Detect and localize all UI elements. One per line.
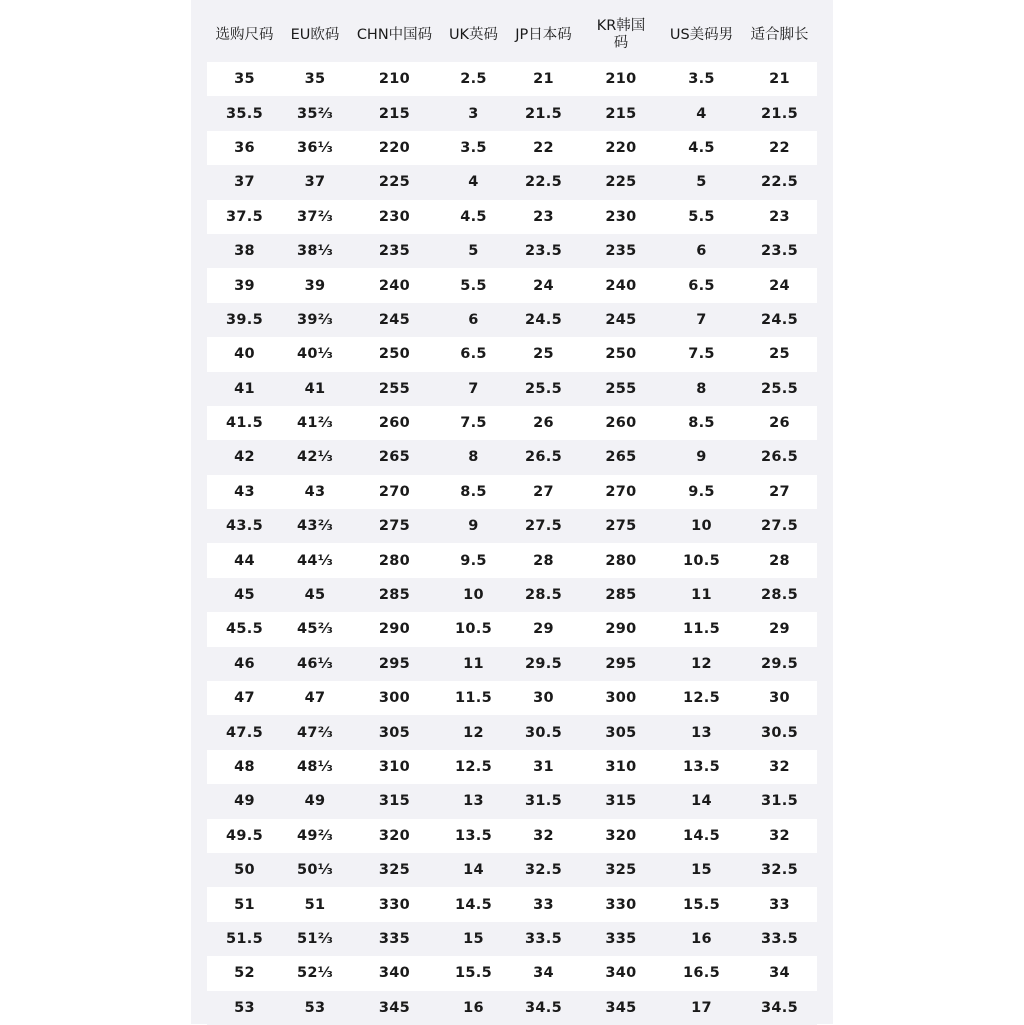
cell-eu-size: 46⅓ bbox=[296, 655, 334, 672]
cell-eu-size: 41 bbox=[304, 380, 326, 397]
cell-uk-size: 6 bbox=[468, 311, 479, 328]
table-row bbox=[207, 647, 817, 681]
cell-us-men-size: 9 bbox=[696, 449, 707, 466]
cell-uk-size: 8 bbox=[468, 449, 479, 466]
cell-eu-size: 39 bbox=[304, 277, 326, 294]
cell-selected-size: 48 bbox=[234, 759, 255, 775]
cell-us-men-size: 12.5 bbox=[683, 690, 720, 707]
cell-jp-size: 23.5 bbox=[525, 243, 562, 260]
cell-kr-size: 310 bbox=[605, 759, 637, 775]
cell-kr-size: 215 bbox=[605, 105, 637, 122]
cell-jp-size: 24 bbox=[533, 277, 554, 294]
cell-selected-size: 46 bbox=[234, 655, 255, 672]
cell-eu-size: 43 bbox=[304, 483, 326, 500]
table-row bbox=[207, 165, 817, 199]
table-row bbox=[207, 303, 817, 337]
cell-foot-length: 28 bbox=[769, 552, 790, 569]
cell-us-men-size: 14 bbox=[691, 793, 712, 810]
cell-foot-length: 26.5 bbox=[761, 449, 798, 466]
cell-kr-size: 275 bbox=[605, 518, 637, 535]
header-jp-size: JP日本码 bbox=[515, 26, 572, 43]
cell-foot-length: 29.5 bbox=[761, 655, 798, 672]
cell-chn-size: 285 bbox=[378, 587, 411, 604]
table-row bbox=[207, 406, 817, 440]
cell-jp-size: 28.5 bbox=[525, 587, 562, 604]
cell-foot-length: 32.5 bbox=[761, 862, 798, 879]
cell-chn-size: 250 bbox=[378, 346, 411, 363]
cell-selected-size: 47.5 bbox=[226, 724, 263, 741]
cell-eu-size: 39⅔ bbox=[296, 311, 334, 328]
cell-uk-size: 5.5 bbox=[460, 277, 487, 294]
cell-eu-size: 47⅔ bbox=[296, 724, 334, 741]
cell-uk-size: 5 bbox=[468, 243, 479, 260]
cell-selected-size: 52 bbox=[234, 965, 255, 982]
cell-uk-size: 6.5 bbox=[460, 346, 487, 363]
cell-eu-size: 52⅓ bbox=[296, 965, 334, 982]
cell-us-men-size: 7 bbox=[696, 311, 707, 328]
table-row bbox=[207, 475, 817, 509]
cell-selected-size: 53 bbox=[234, 999, 255, 1016]
cell-jp-size: 30 bbox=[533, 690, 554, 707]
table-row bbox=[207, 956, 817, 990]
cell-jp-size: 31 bbox=[533, 759, 554, 775]
cell-jp-size: 34.5 bbox=[525, 999, 562, 1016]
cell-uk-size: 4 bbox=[468, 174, 479, 191]
cell-eu-size: 47 bbox=[304, 690, 326, 707]
cell-jp-size: 26 bbox=[533, 415, 554, 432]
cell-selected-size: 41 bbox=[234, 380, 255, 397]
cell-uk-size: 9.5 bbox=[460, 552, 487, 569]
cell-chn-size: 300 bbox=[378, 690, 411, 707]
cell-us-men-size: 9.5 bbox=[688, 483, 715, 500]
cell-kr-size: 290 bbox=[605, 621, 637, 638]
cell-selected-size: 42 bbox=[234, 449, 255, 466]
cell-us-men-size: 15 bbox=[691, 862, 712, 879]
cell-eu-size: 45 bbox=[304, 587, 326, 604]
cell-eu-size: 35⅔ bbox=[296, 105, 334, 122]
cell-uk-size: 10 bbox=[463, 587, 484, 604]
cell-chn-size: 310 bbox=[378, 759, 411, 775]
cell-us-men-size: 15.5 bbox=[683, 896, 720, 913]
cell-selected-size: 47 bbox=[234, 690, 255, 707]
cell-us-men-size: 17 bbox=[691, 999, 712, 1016]
cell-jp-size: 23 bbox=[533, 208, 554, 225]
cell-selected-size: 49 bbox=[234, 793, 255, 810]
header-uk-size: UK英码 bbox=[448, 26, 499, 43]
cell-chn-size: 325 bbox=[378, 862, 411, 879]
table-row bbox=[207, 578, 817, 612]
cell-eu-size: 43⅔ bbox=[296, 518, 334, 535]
cell-foot-length: 21 bbox=[769, 71, 790, 88]
cell-eu-size: 38⅓ bbox=[296, 243, 334, 260]
cell-us-men-size: 6.5 bbox=[688, 277, 715, 294]
cell-foot-length: 29 bbox=[769, 621, 790, 638]
cell-chn-size: 280 bbox=[378, 552, 411, 569]
table-row bbox=[207, 750, 817, 784]
cell-us-men-size: 4.5 bbox=[688, 139, 715, 156]
cell-selected-size: 44 bbox=[234, 552, 255, 569]
table-row bbox=[207, 991, 817, 1025]
cell-kr-size: 260 bbox=[605, 415, 637, 432]
table-row bbox=[207, 853, 817, 887]
cell-selected-size: 35.5 bbox=[226, 105, 263, 122]
cell-uk-size: 15 bbox=[463, 930, 484, 947]
cell-uk-size: 12.5 bbox=[455, 759, 492, 775]
cell-foot-length: 31.5 bbox=[761, 793, 798, 810]
table-row bbox=[207, 337, 817, 371]
cell-eu-size: 45⅔ bbox=[296, 621, 334, 638]
cell-kr-size: 340 bbox=[605, 965, 637, 982]
cell-jp-size: 26.5 bbox=[525, 449, 562, 466]
cell-jp-size: 21.5 bbox=[525, 105, 562, 122]
table-row bbox=[207, 715, 817, 749]
cell-uk-size: 16 bbox=[463, 999, 484, 1016]
cell-us-men-size: 16 bbox=[691, 930, 712, 947]
cell-foot-length: 24.5 bbox=[761, 311, 798, 328]
table-row bbox=[207, 681, 817, 715]
cell-selected-size: 38 bbox=[234, 243, 255, 260]
cell-chn-size: 330 bbox=[378, 896, 411, 913]
header-us-men-size: US美码男 bbox=[669, 26, 734, 43]
cell-uk-size: 3 bbox=[468, 105, 479, 122]
cell-chn-size: 295 bbox=[378, 655, 411, 672]
cell-jp-size: 30.5 bbox=[525, 724, 562, 741]
table-row bbox=[207, 131, 817, 165]
cell-chn-size: 320 bbox=[378, 827, 411, 844]
cell-chn-size: 215 bbox=[378, 105, 411, 122]
cell-kr-size: 315 bbox=[605, 793, 637, 810]
cell-foot-length: 24 bbox=[769, 277, 790, 294]
table-row bbox=[207, 819, 817, 853]
cell-foot-length: 25.5 bbox=[761, 380, 798, 397]
cell-chn-size: 265 bbox=[378, 449, 411, 466]
cell-selected-size: 35 bbox=[234, 71, 255, 88]
cell-eu-size: 51 bbox=[304, 896, 326, 913]
cell-selected-size: 39 bbox=[234, 277, 255, 294]
cell-us-men-size: 12 bbox=[691, 655, 712, 672]
cell-uk-size: 8.5 bbox=[460, 483, 487, 500]
cell-uk-size: 9 bbox=[468, 518, 479, 535]
header-kr-size: KR韩国 码 bbox=[596, 18, 646, 51]
cell-chn-size: 255 bbox=[378, 380, 411, 397]
table-row bbox=[207, 96, 817, 130]
cell-kr-size: 345 bbox=[605, 999, 637, 1016]
cell-chn-size: 225 bbox=[378, 174, 411, 191]
cell-kr-size: 225 bbox=[605, 174, 637, 191]
cell-us-men-size: 13 bbox=[691, 724, 712, 741]
cell-chn-size: 335 bbox=[378, 930, 411, 947]
cell-kr-size: 235 bbox=[605, 243, 637, 260]
cell-us-men-size: 5.5 bbox=[688, 208, 715, 225]
cell-uk-size: 14 bbox=[463, 862, 484, 879]
cell-jp-size: 21 bbox=[533, 71, 554, 88]
cell-kr-size: 250 bbox=[605, 346, 637, 363]
cell-foot-length: 34.5 bbox=[761, 999, 798, 1016]
cell-kr-size: 285 bbox=[605, 587, 637, 604]
cell-eu-size: 37 bbox=[304, 174, 326, 191]
cell-eu-size: 36⅓ bbox=[296, 139, 334, 156]
cell-eu-size: 51⅔ bbox=[296, 930, 334, 947]
cell-uk-size: 13.5 bbox=[455, 827, 492, 844]
cell-us-men-size: 11.5 bbox=[683, 621, 720, 638]
cell-chn-size: 240 bbox=[378, 277, 411, 294]
cell-jp-size: 33.5 bbox=[525, 930, 562, 947]
cell-kr-size: 335 bbox=[605, 930, 637, 947]
cell-eu-size: 49⅔ bbox=[296, 827, 334, 844]
cell-foot-length: 28.5 bbox=[761, 587, 798, 604]
cell-selected-size: 51.5 bbox=[226, 930, 263, 947]
cell-foot-length: 34 bbox=[769, 965, 790, 982]
header-selected-size: 选购尺码 bbox=[215, 26, 274, 43]
cell-foot-length: 26 bbox=[769, 415, 790, 432]
cell-jp-size: 22 bbox=[533, 139, 554, 156]
table-row bbox=[207, 543, 817, 577]
cell-kr-size: 305 bbox=[605, 724, 637, 741]
cell-selected-size: 45 bbox=[234, 587, 255, 604]
cell-chn-size: 340 bbox=[378, 965, 411, 982]
cell-selected-size: 43.5 bbox=[226, 518, 263, 535]
cell-uk-size: 11 bbox=[463, 655, 484, 672]
cell-jp-size: 31.5 bbox=[525, 793, 562, 810]
size-chart-body bbox=[207, 62, 817, 1025]
cell-foot-length: 30.5 bbox=[761, 724, 798, 741]
cell-uk-size: 10.5 bbox=[455, 621, 492, 638]
cell-selected-size: 41.5 bbox=[226, 415, 263, 432]
cell-us-men-size: 11 bbox=[691, 587, 712, 604]
cell-foot-length: 32 bbox=[769, 759, 790, 775]
cell-chn-size: 270 bbox=[378, 483, 411, 500]
cell-foot-length: 33.5 bbox=[761, 930, 798, 947]
cell-eu-size: 48⅓ bbox=[296, 759, 334, 775]
cell-uk-size: 15.5 bbox=[455, 965, 492, 982]
cell-kr-size: 320 bbox=[605, 827, 637, 844]
cell-uk-size: 4.5 bbox=[460, 208, 487, 225]
cell-eu-size: 35 bbox=[304, 71, 326, 88]
cell-us-men-size: 10.5 bbox=[683, 552, 720, 569]
cell-eu-size: 42⅓ bbox=[296, 449, 334, 466]
cell-uk-size: 12 bbox=[463, 724, 484, 741]
cell-foot-length: 32 bbox=[769, 827, 790, 844]
header-foot-length: 适合脚长 bbox=[750, 26, 809, 43]
cell-us-men-size: 3.5 bbox=[688, 71, 715, 88]
cell-selected-size: 40 bbox=[234, 346, 255, 363]
cell-kr-size: 280 bbox=[605, 552, 637, 569]
cell-foot-length: 27.5 bbox=[761, 518, 798, 535]
cell-selected-size: 50 bbox=[234, 862, 255, 879]
cell-chn-size: 315 bbox=[378, 793, 411, 810]
cell-us-men-size: 4 bbox=[696, 105, 707, 122]
cell-selected-size: 51 bbox=[234, 896, 255, 913]
cell-jp-size: 29.5 bbox=[525, 655, 562, 672]
cell-us-men-size: 16.5 bbox=[683, 965, 720, 982]
cell-kr-size: 300 bbox=[605, 690, 637, 707]
cell-foot-length: 22 bbox=[769, 139, 790, 156]
cell-jp-size: 27.5 bbox=[525, 518, 562, 535]
table-row bbox=[207, 887, 817, 921]
cell-jp-size: 28 bbox=[533, 552, 554, 569]
cell-chn-size: 230 bbox=[378, 208, 411, 225]
cell-chn-size: 260 bbox=[378, 415, 411, 432]
cell-kr-size: 230 bbox=[605, 208, 637, 225]
cell-jp-size: 27 bbox=[533, 483, 554, 500]
cell-kr-size: 245 bbox=[605, 311, 637, 328]
cell-eu-size: 53 bbox=[304, 999, 326, 1016]
cell-chn-size: 235 bbox=[378, 243, 411, 260]
cell-kr-size: 325 bbox=[605, 862, 637, 879]
cell-foot-length: 21.5 bbox=[761, 105, 798, 122]
cell-foot-length: 22.5 bbox=[761, 174, 798, 191]
cell-eu-size: 40⅓ bbox=[296, 346, 334, 363]
cell-jp-size: 33 bbox=[533, 896, 554, 913]
cell-jp-size: 29 bbox=[533, 621, 554, 638]
table-row bbox=[207, 922, 817, 956]
cell-us-men-size: 13.5 bbox=[683, 759, 720, 775]
cell-eu-size: 50⅓ bbox=[296, 862, 334, 879]
header-eu-size: EU欧码 bbox=[290, 26, 340, 43]
cell-us-men-size: 14.5 bbox=[683, 827, 720, 844]
cell-jp-size: 25.5 bbox=[525, 380, 562, 397]
table-row bbox=[207, 200, 817, 234]
cell-jp-size: 34 bbox=[533, 965, 554, 982]
table-row bbox=[207, 234, 817, 268]
cell-eu-size: 44⅓ bbox=[296, 552, 334, 569]
table-row bbox=[207, 440, 817, 474]
cell-kr-size: 265 bbox=[605, 449, 637, 466]
table-row bbox=[207, 784, 817, 818]
cell-kr-size: 210 bbox=[605, 71, 637, 88]
cell-foot-length: 25 bbox=[769, 346, 790, 363]
cell-uk-size: 2.5 bbox=[460, 71, 487, 88]
cell-kr-size: 295 bbox=[605, 655, 637, 672]
table-row bbox=[207, 612, 817, 646]
cell-foot-length: 23.5 bbox=[761, 243, 798, 260]
cell-foot-length: 33 bbox=[769, 896, 790, 913]
cell-jp-size: 32.5 bbox=[525, 862, 562, 879]
header-chn-size: CHN中国码 bbox=[356, 26, 433, 43]
cell-kr-size: 255 bbox=[605, 380, 637, 397]
cell-eu-size: 37⅔ bbox=[296, 208, 334, 225]
cell-foot-length: 27 bbox=[769, 483, 790, 500]
cell-selected-size: 36 bbox=[234, 139, 255, 156]
cell-chn-size: 345 bbox=[378, 999, 411, 1016]
cell-uk-size: 7.5 bbox=[460, 415, 487, 432]
cell-selected-size: 43 bbox=[234, 483, 255, 500]
size-chart-header bbox=[207, 8, 817, 62]
cell-selected-size: 49.5 bbox=[226, 827, 263, 844]
cell-us-men-size: 5 bbox=[696, 174, 707, 191]
cell-selected-size: 37.5 bbox=[226, 208, 263, 225]
cell-us-men-size: 6 bbox=[696, 243, 707, 260]
cell-foot-length: 30 bbox=[769, 690, 790, 707]
cell-uk-size: 14.5 bbox=[455, 896, 492, 913]
cell-uk-size: 13 bbox=[463, 793, 484, 810]
cell-chn-size: 290 bbox=[378, 621, 411, 638]
cell-kr-size: 220 bbox=[605, 139, 637, 156]
cell-jp-size: 25 bbox=[533, 346, 554, 363]
cell-uk-size: 3.5 bbox=[460, 139, 487, 156]
cell-chn-size: 245 bbox=[378, 311, 411, 328]
cell-kr-size: 270 bbox=[605, 483, 637, 500]
cell-uk-size: 11.5 bbox=[455, 690, 492, 707]
cell-selected-size: 45.5 bbox=[226, 621, 263, 638]
cell-uk-size: 7 bbox=[468, 380, 479, 397]
cell-jp-size: 24.5 bbox=[525, 311, 562, 328]
table-row bbox=[207, 62, 817, 96]
cell-chn-size: 220 bbox=[378, 139, 411, 156]
cell-jp-size: 32 bbox=[533, 827, 554, 844]
table-row bbox=[207, 372, 817, 406]
table-row bbox=[207, 509, 817, 543]
cell-kr-size: 240 bbox=[605, 277, 637, 294]
cell-selected-size: 39.5 bbox=[226, 311, 263, 328]
cell-us-men-size: 10 bbox=[691, 518, 712, 535]
cell-chn-size: 275 bbox=[378, 518, 411, 535]
cell-chn-size: 305 bbox=[378, 724, 411, 741]
table-row bbox=[207, 268, 817, 302]
cell-jp-size: 22.5 bbox=[525, 174, 562, 191]
cell-chn-size: 210 bbox=[378, 71, 411, 88]
cell-us-men-size: 8 bbox=[696, 380, 707, 397]
cell-kr-size: 330 bbox=[605, 896, 637, 913]
cell-selected-size: 37 bbox=[234, 174, 255, 191]
cell-us-men-size: 8.5 bbox=[688, 415, 715, 432]
cell-foot-length: 23 bbox=[769, 208, 790, 225]
cell-eu-size: 49 bbox=[304, 793, 326, 810]
cell-us-men-size: 7.5 bbox=[688, 346, 715, 363]
cell-eu-size: 41⅔ bbox=[296, 415, 334, 432]
